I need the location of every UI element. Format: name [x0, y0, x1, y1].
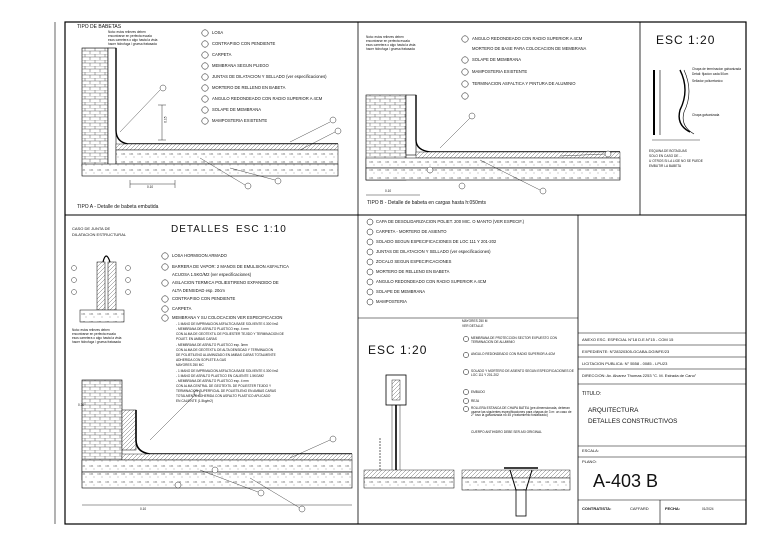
detail-a-caption: TIPO A - Detalle de babeta embutida	[77, 204, 159, 210]
list-item: CONTRAPISO CON PENDIENTE	[172, 296, 236, 301]
detail-b-caption: TIPO B - Detalle de babeta en cargas hasta h:050mts	[367, 200, 486, 206]
esc-bottom-drawing-vent	[364, 375, 454, 488]
list-item: ANGULO REDONDEADO CON RADIO SUPERIOR A 4CM	[472, 36, 583, 41]
fecha-value: 01/2024	[702, 507, 714, 511]
detalles-scale: ESC 1:10	[236, 224, 287, 235]
detail-b-drawing	[366, 95, 620, 195]
list-item: MORTERO DE RELLENO EN BABETA	[212, 85, 286, 90]
list-item: ACUOSA 1.5KG/M2 (ver especificaciones)	[172, 272, 252, 277]
escala-label: ESCALA:	[582, 448, 599, 453]
list-item: SOLAPE DE MEMBRANA	[212, 107, 262, 112]
detalles-title: DETALLES	[171, 224, 230, 235]
detalles-junta-drawing	[72, 256, 131, 322]
list-item: CARPETA	[212, 52, 232, 57]
list-item: CONTRAPISO CON PENDIENTE	[212, 41, 276, 46]
detail-a-heading: TIPO DE BABETAS	[77, 24, 122, 30]
detail-a-dim-b: 0.10	[147, 185, 154, 189]
esc-top-title: ESC 1:20	[656, 33, 716, 47]
expediente-field: EXPEDIENTE: N°28320305-GCABA-DGINFE/23	[582, 349, 670, 354]
list-item: AISLACION TERMICA POLIESTIRENO EXPANDIDO DE	[172, 280, 279, 285]
detalles-dim-a: 0.10	[78, 403, 85, 407]
detalles-dim-b: 0.10	[140, 507, 147, 511]
contratista-value: CAFFARD	[630, 506, 649, 511]
list-item: LOSA	[212, 30, 224, 35]
list-item: ROLLERA ESTANCA DE CHAPA BATEA (pre-dimensionada, deberan usarse las siguientes especificaciones para chapas de 3 m: un caso de 2° tuvo la galvanizada no 45 y tratamiento fosfatizado)	[471, 406, 572, 418]
list-item: JUNTAS DE DILATACION Y SELLADO (ver especificaciones)	[212, 74, 327, 79]
list-item: JUNTAS DE DILATACION Y SELLADO (ver especificaciones)	[376, 249, 491, 254]
titulo-line-2: DETALLES CONSTRUCTIVOS	[588, 418, 678, 425]
licitacion-field: LICITACION PUBLICA: N° 5558 - 0085 - LPU23	[582, 361, 668, 366]
titulo-line-1: ARQUITECTURA	[588, 407, 639, 414]
list-item: ANGULO REDONDEADO CON RADIO SUPERIOR A 4CM	[212, 96, 323, 101]
list-item: MEMBRANA DE PROTECCION SECTOR EXPUESTO CON TERMINACION DE ALUMINIO	[471, 336, 557, 344]
list-item: LOSA HORMIGON ARMADO	[172, 253, 227, 258]
list-item: CUERPO ANTIHIDRO DEBE SER ASI ORIGINAL	[471, 430, 542, 434]
list-item: SOLAPE DE MEMBRANA	[376, 289, 426, 294]
esc-bottom-title: ESC 1:20	[368, 343, 428, 357]
list-item: MORTERO DE BASE PARA COLOCACION DE MEMBRANA	[472, 46, 587, 51]
list-item: MORTERO DE RELLENO EN BABETA	[376, 269, 450, 274]
list-item: REJA	[471, 399, 480, 403]
detail-a-dim-a: 0.15	[163, 116, 168, 123]
mid-list-markers	[367, 219, 373, 305]
list-item: BARRERA DE VAPOR: 2 MANOS DE EMULSION ASFALTICA	[172, 264, 289, 269]
fecha-label: FECHA:	[665, 506, 681, 511]
list-item: CAPA DE DESOLIDARIZACION POLIET. 200 MIC. O MANTO (VER ESPECIF.)	[376, 219, 525, 224]
list-item: ALTA DENSIDAD esp. 20cm	[172, 288, 225, 293]
contratista-label: CONTRATISTA:	[582, 506, 612, 511]
list-item: CARPETA	[172, 306, 192, 311]
list-item: EMBUDO	[471, 390, 485, 394]
esc-bottom-drawing-drain	[462, 468, 570, 516]
list-item: CARPETA - MORTERO DE ASIENTO	[376, 229, 447, 234]
list-item: MAMPOSTERIA EXISTENTE	[212, 118, 268, 123]
detalles-main-drawing	[82, 380, 352, 512]
plano-label: PLANO:	[582, 459, 597, 464]
plano-number: A-403 B	[593, 471, 659, 491]
list-item: MAMPOSTERIA	[376, 299, 407, 304]
list-item: SOLADO Y MORTERO DE ASIENTO SEGUN ESPECIFICACIONES DE LOC 111 Y 201-202	[471, 369, 574, 377]
list-item: MAMPOSTERIA EXISTENTE	[472, 69, 528, 74]
direccion-field: DIRECCION: Av. Alvarez Thomas 2253 "C. M. Estrada de Cano"	[582, 373, 697, 378]
list-item: SOLAPE DE MEMBRANA	[472, 57, 522, 62]
list-item: SOLADO SEGUN ESPECIFICACIONES DE LOC 111 Y 201-202	[376, 239, 497, 244]
detail-b-markers	[462, 36, 468, 99]
list-item: ZOCALO SEGUN ESPECIFICACIONES	[376, 259, 452, 264]
anexo-field: ANEXO ESC. ESPECIAL N°18 D.E.N°15 - COM 15	[582, 337, 674, 342]
list-item: MEMBRANA Y SU COLOCACION VER ESPECIFICACION	[172, 315, 283, 320]
esc-bottom-markers	[463, 336, 468, 411]
titulo-label: TITULO:	[582, 391, 602, 397]
detail-a-markers	[202, 30, 208, 124]
detalles-markers	[162, 253, 168, 321]
detail-b-dim: 0.10	[385, 189, 392, 193]
list-item: MEMBRANA SEGUN PLIEGO	[212, 63, 269, 68]
list-item: ANGULO REDONDEADO CON RADIO SUPERIOR A 4CM	[471, 352, 555, 356]
list-item: ANGULO REDONDEADO CON RADIO SUPERIOR A 4CM	[376, 279, 487, 284]
list-item: TERMINACION ASFALTICA Y PINTURA DE ALUMINIO	[472, 81, 576, 86]
